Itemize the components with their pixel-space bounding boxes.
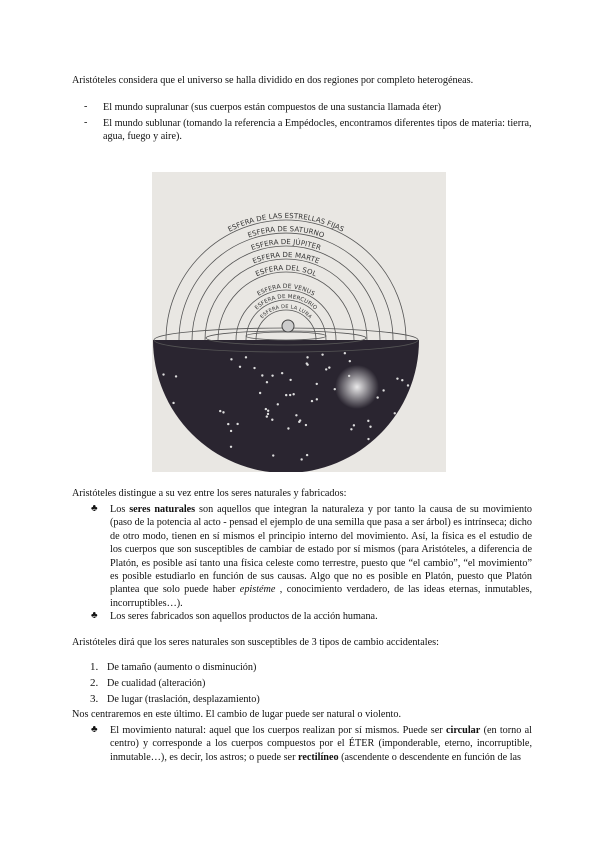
star — [265, 408, 267, 410]
star — [295, 414, 297, 416]
star — [239, 366, 241, 368]
star — [407, 384, 409, 386]
club-bullet-icon: ♣ — [91, 610, 98, 621]
lower-hemisphere — [153, 340, 419, 472]
star — [261, 374, 263, 376]
star — [306, 356, 308, 358]
star — [172, 402, 174, 404]
star — [259, 392, 261, 394]
star — [287, 427, 289, 429]
star — [367, 438, 369, 440]
svg-text:ESFERA DEL SOL — [254, 264, 317, 278]
star — [300, 458, 302, 460]
star — [299, 419, 301, 421]
star — [311, 400, 313, 402]
star — [277, 403, 279, 405]
star — [394, 412, 396, 414]
star — [281, 372, 283, 374]
svg-text:ESFERA DE JÚPITER — [250, 237, 322, 252]
star — [230, 430, 232, 432]
star — [316, 383, 318, 385]
list-item-natural-motion: El movimiento natural: aquel que los cuerpos realizan por sí mismos. Puede ser circular (en torno al centro) y corresponde a los cuerpos compuestos por el ÉTER (imponderable, eterno, incorruptible, inmutable…), es decir, los astros; o puede ser rectilíneo (ascendente o descendente en función de las — [110, 725, 532, 763]
cosmos-illustration — [152, 172, 446, 472]
club-bullet-icon: ♣ — [91, 724, 98, 735]
list-number: 3. — [90, 693, 99, 705]
star — [401, 379, 403, 381]
sphere-labels — [227, 212, 346, 320]
label-moon: ESFERA DE LA LUNA — [259, 303, 313, 321]
star — [376, 396, 378, 398]
star — [236, 423, 238, 425]
label-saturn: ESFERA DE SATURNO — [246, 225, 326, 240]
star — [266, 415, 268, 417]
label-jupiter: ESFERA DE JÚPITER — [250, 237, 322, 253]
change-quality: De cualidad (alteración) — [107, 678, 206, 689]
changes-intro: Aristóteles dirá que los seres naturales son susceptibles de 3 tipos de cambio accidentales: — [72, 637, 439, 648]
star — [321, 353, 323, 355]
star — [227, 423, 229, 425]
earth — [282, 320, 294, 332]
star — [175, 375, 177, 377]
list-item-fabricated-beings: Los seres fabricados son aquellos productos de la acción humana. — [110, 611, 378, 622]
svg-text:ESFERA DE LA LUNA — [259, 304, 313, 321]
star — [272, 454, 274, 456]
star — [353, 424, 355, 426]
label-sun: ESFERA DEL SOL — [254, 263, 318, 279]
list-marker: - — [84, 101, 88, 112]
star — [253, 367, 255, 369]
star — [350, 428, 352, 430]
star — [230, 358, 232, 360]
star — [267, 410, 269, 412]
list-number: 1. — [90, 661, 99, 673]
star — [230, 446, 232, 448]
list-marker: - — [84, 117, 88, 128]
star — [328, 366, 330, 368]
label-mercury: ESFERA DE MERCURIO — [254, 293, 318, 312]
star — [306, 454, 308, 456]
label-fixed-stars: ESFERA DE LAS ESTRELLAS FIJAS — [226, 211, 346, 234]
star — [396, 377, 398, 379]
star — [367, 420, 369, 422]
change-place: De lugar (traslación, desplazamiento) — [107, 694, 260, 705]
star — [285, 394, 287, 396]
star — [306, 362, 308, 364]
star — [289, 394, 291, 396]
star — [334, 388, 336, 390]
star — [325, 368, 327, 370]
star — [289, 379, 291, 381]
star — [222, 411, 224, 413]
glow — [335, 365, 379, 409]
star — [382, 389, 384, 391]
label-venus: ESFERA DE VENUS — [256, 282, 316, 298]
intro-paragraph: Aristóteles considera que el universo se halla dividido en dos regiones por completo heterogéneas. — [72, 75, 474, 86]
focus-paragraph: Nos centraremos en este último. El cambio de lugar puede ser natural o violento. — [72, 709, 402, 720]
star — [305, 424, 307, 426]
star — [369, 426, 371, 428]
star — [245, 356, 247, 358]
star — [267, 413, 269, 415]
list-number: 2. — [90, 677, 99, 689]
star — [162, 373, 164, 375]
star — [271, 419, 273, 421]
list-item-sublunar: El mundo sublunar (tomando la referencia a Empédocles, encontramos diferentes tipos de materia: tierra, agua, fuego y aire). — [103, 118, 532, 143]
list-item-supralunar: El mundo supralunar (sus cuerpos están compuestos de una sustancia llamada éter) — [103, 102, 442, 113]
change-size: De tamaño (aumento o disminución) — [107, 662, 257, 673]
star — [349, 360, 351, 362]
svg-text:ESFERA DE MARTE — [251, 251, 320, 265]
star — [348, 375, 350, 377]
star — [292, 393, 294, 395]
star — [266, 381, 268, 383]
distinction-intro: Aristóteles distingue a su vez entre los seres naturales y fabricados: — [72, 488, 347, 499]
star — [271, 374, 273, 376]
label-mars: ESFERA DE MARTE — [251, 250, 321, 266]
list-item-natural-beings: Los seres naturales son aquellos que integran la naturaleza y por tanto la causa de su movimiento (paso de la potencia al acto - pensad el ejemplo de una semilla que pasa a ser árbol) es intrínseca; dicho de otro modo, tienen en sí mismos el principio interno del movimiento. Así, la física es el estudio de los cuerpos que son susceptibles de cambiar de estado por sí mismos (para Aristóteles, a diferencia de Platón, es posible así tanto una física celeste como terrestre, puesto que “el cambio”, “el movimiento” es posible estudiarlo en función de sus causas. Algo que no es posible en Platón, puesto que Platón plantea que solo puede haber epistéme , conocimiento verdadero, de las ideas eternas, inmutables, incorruptibles…). — [110, 504, 533, 609]
svg-text:ESFERA DE SATURNO — [247, 225, 326, 240]
star — [219, 410, 221, 412]
star — [344, 352, 346, 354]
star — [316, 398, 318, 400]
club-bullet-icon: ♣ — [91, 503, 98, 514]
